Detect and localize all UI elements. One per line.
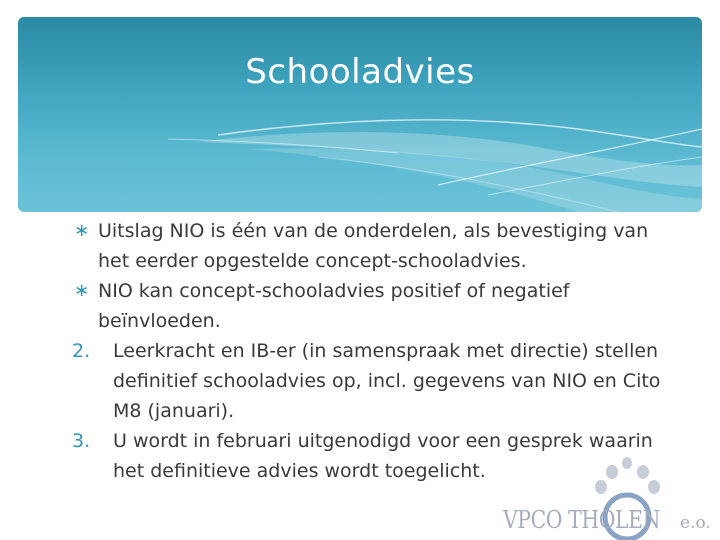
list-item-text: Leerkracht en IB-er (in samenspraak met directie) stellen definitief schooladvies op, incl. gegevens van NIO en Cito M8 (januari). xyxy=(113,340,661,422)
slide-title: Schooladvies xyxy=(245,52,475,92)
number-marker: 2. xyxy=(72,340,91,362)
logo-suffix: e.o. xyxy=(680,513,711,533)
list-item xyxy=(72,276,672,336)
list-item-text: Uitslag NIO is één van de onderdelen, als bevestiging van het eerder opgestelde concept-schooladvies. xyxy=(98,220,649,272)
wave-decoration xyxy=(18,17,702,212)
list-item-text: NIO kan concept-schooladvies positief of negatief beïnvloeden. xyxy=(98,280,570,332)
title-banner xyxy=(18,17,702,212)
bullet-marker: ∗ xyxy=(74,280,90,301)
number-marker: 3. xyxy=(72,430,91,452)
list-item-text: U wordt in februari uitgenodigd voor een gesprek waarin het definitieve advies wordt toegelicht. xyxy=(113,430,653,482)
slide-content xyxy=(72,216,672,486)
bullet-marker: ∗ xyxy=(74,220,90,241)
list-item xyxy=(72,216,672,276)
list-item xyxy=(72,336,672,426)
logo-wordmark: VPCO THOLEN xyxy=(503,506,661,534)
